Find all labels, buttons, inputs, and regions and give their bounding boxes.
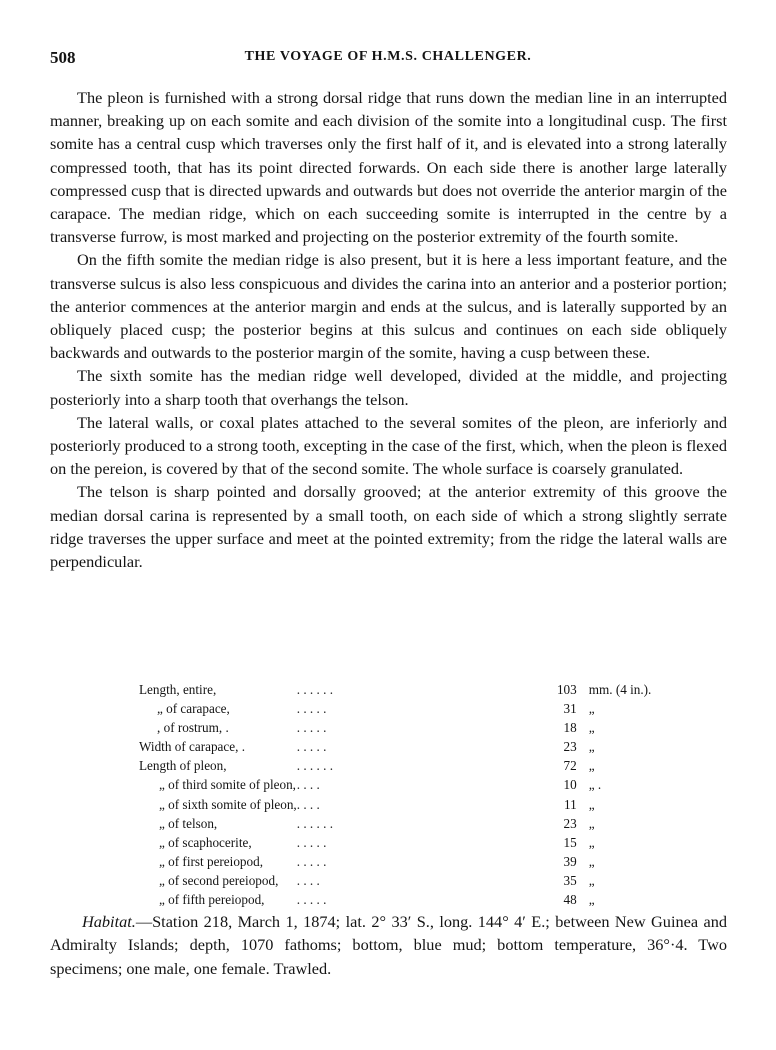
measurement-label: „ of carapace,: [157, 701, 230, 717]
leader-dots: . . . . . .: [296, 758, 333, 774]
measurements-table: [139, 680, 659, 909]
leader-dots: . . . . .: [296, 720, 327, 736]
measurement-unit: „ .: [588, 777, 602, 793]
leader-dots: . . . .: [296, 796, 320, 812]
table-row: [139, 680, 659, 699]
paragraph-fifth-somite: On the fifth somite the median ridge is also present, but it is here a less important feature, and the transverse sulcus is also less conspicuous and divides the carina into an anterior and a posterior portion; the anterior commences at the anterior margin and ends at the sulcus, and is laterally supported by an obliquely placed cusp; the posterior begins at this sulcus and continues on each side obliquely backwards and outwards to the posterior margin of the somite, having a cusp between these.: [50, 250, 727, 363]
measurement-label: „ of telson,: [159, 815, 218, 831]
measurement-value: 10: [563, 777, 577, 793]
paragraph-lateral-walls: The lateral walls, or coxal plates attached to the several somites of the pleon, are inferiorly and posteriorly produced to a strong tooth, excepting in the case of the first, which, when the pleon is flexed on the pereion, is covered by that of the second somite. The whole surface is coarsely granulated.: [50, 412, 727, 479]
habitat-text: —Station 218, March 1, 1874; lat. 2° 33′ S., long. 144° 4′ E.; between New Guinea and Admiralty Islands; depth, 1070 fathoms; bottom, blue mud; bottom temperature, 36°·4. Two specimens; one male, one female. Trawled.: [50, 912, 727, 978]
leader-dots: . . . . .: [296, 892, 327, 908]
measurement-label: Width of carapace, .: [139, 739, 246, 755]
page-number: 508: [50, 48, 76, 67]
measurement-value: 39: [563, 853, 577, 869]
paragraph-sixth-somite: The sixth somite has the median ridge well developed, divided at the middle, and projecting posteriorly into a sharp tooth that overhangs the telson.: [50, 366, 727, 409]
measurement-value: 23: [563, 815, 577, 831]
measurement-label: „ of sixth somite of pleon,: [159, 796, 297, 812]
running-title: THE VOYAGE OF H.M.S. CHALLENGER.: [244, 49, 532, 64]
measurement-value: 48: [563, 892, 577, 908]
measurement-unit: „: [588, 796, 595, 812]
body-text: [50, 86, 727, 573]
measurement-label: „ of second pereiopod,: [159, 872, 279, 888]
measurement-unit: „: [588, 815, 595, 831]
habitat-paragraph: [50, 910, 727, 980]
measurement-unit: „: [588, 872, 595, 888]
leader-dots: . . . . .: [296, 853, 327, 869]
table-row: [139, 890, 659, 909]
habitat-label: Habitat.: [82, 912, 136, 931]
measurement-label: „ of fifth pereiopod,: [159, 892, 265, 908]
measurement-value: 31: [563, 701, 577, 717]
table-row: [139, 871, 659, 890]
table-row: [139, 756, 659, 775]
habitat-section: [50, 910, 727, 980]
measurement-label: „ of first pereiopod,: [159, 853, 263, 869]
table-row: [139, 775, 659, 794]
measurement-label: „ of scaphocerite,: [159, 834, 252, 850]
measurement-unit: „: [588, 701, 595, 717]
page-header: [50, 48, 726, 72]
leader-dots: . . . . . .: [296, 815, 333, 831]
leader-dots: . . . .: [296, 777, 320, 793]
table-row: [139, 814, 659, 833]
table-row: [139, 833, 659, 852]
measurement-value: 72: [563, 758, 577, 774]
measurement-unit: „: [588, 720, 595, 736]
leader-dots: . . . . .: [296, 701, 327, 717]
measurement-value: 11: [564, 796, 577, 812]
measurement-value: 23: [563, 739, 577, 755]
measurement-unit: „: [588, 739, 595, 755]
leader-dots: . . . . .: [296, 834, 327, 850]
leader-dots: . . . .: [296, 872, 320, 888]
paragraph-telson: The telson is sharp pointed and dorsally grooved; at the anterior extremity of this groove the median dorsal carina is represented by a small tooth, on each side of which a strong slightly serrate ridge traverses the upper surface and meet at the pointed extremity; from the ridge the lateral walls are perpendicular.: [50, 482, 727, 572]
measurement-label: „ of third somite of pleon,: [159, 777, 296, 793]
measurement-label: Length, entire,: [139, 682, 217, 697]
measurement-value: 15: [563, 834, 577, 850]
measurement-label: , of rostrum, .: [157, 720, 229, 736]
leader-dots: . . . . .: [296, 739, 327, 755]
measurement-unit: „: [588, 853, 595, 869]
measurement-unit: „: [588, 892, 595, 908]
paragraph-pleon-ridge: The pleon is furnished with a strong dorsal ridge that runs down the median line in an interrupted manner, breaking up on each somite and each division of the somite into a longitudinal cusp. The first somite has a central cusp which traverses only the first half of it, and is elevated into a strong laterally compressed tooth, that has its point directed forwards. On each side there is another large laterally compressed cusp that is directed upwards and outwards but does not override the anterior margin of the carapace. The median ridge, which on each succeeding somite is interrupted in the centre by a transverse furrow, is most marked and projecting on the posterior extremity of the fourth somite.: [50, 88, 727, 247]
table-row: [139, 718, 659, 737]
table-row: [139, 852, 659, 871]
table-row: [139, 795, 659, 814]
table-row: [139, 737, 659, 756]
measurement-unit: „: [588, 834, 595, 850]
measurement-unit: mm. (4 in.).: [588, 682, 652, 697]
measurement-unit: „: [588, 758, 595, 774]
measurement-value: 35: [563, 872, 577, 888]
measurement-label: Length of pleon,: [139, 758, 227, 774]
table-row: [139, 699, 659, 718]
measurement-value: 18: [563, 720, 577, 736]
leader-dots: . . . . . .: [296, 682, 333, 697]
measurement-value: 103: [556, 682, 577, 697]
